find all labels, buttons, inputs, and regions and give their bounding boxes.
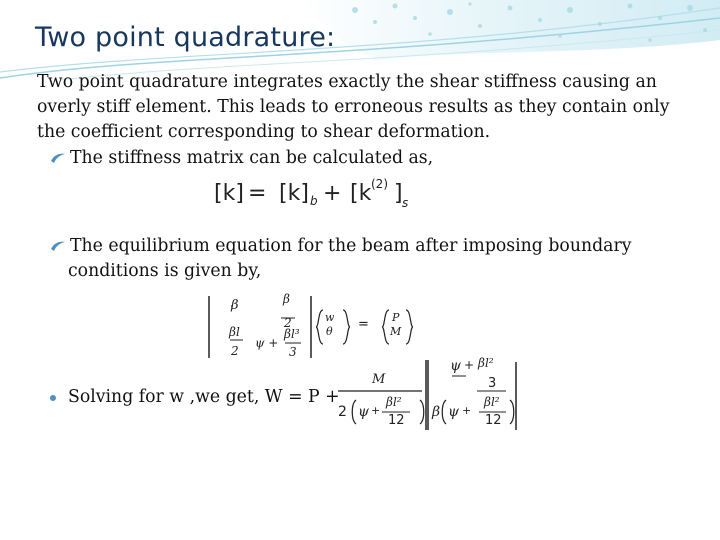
matrix-three: 3 [289,345,297,359]
eq1-subscript-b: b [310,194,318,208]
solution-plus-top: + [464,358,475,372]
matrix-beta-l: βl [229,325,240,339]
swoosh-bullet-icon [50,240,66,252]
vector-w: w [325,311,335,324]
matrix-beta-l-cubed: βl³ [284,327,300,341]
solution-plus-2: + [462,404,472,417]
bullet-text-line1: The equilibrium equation for the beam after imposing boundary [70,236,632,256]
solution-psi-top: ψ [450,358,461,374]
eq1-plus: + [323,181,342,206]
solution-psi-2: ψ [448,404,459,420]
solution-three: 3 [488,376,497,391]
solution-twelve-2: 12 [485,413,502,428]
solution-beta-l-squared: βl² [386,395,402,409]
solution-two: 2 [338,404,347,420]
bullet-text: Solving for w ,we get, W = P + [68,387,340,407]
matrix-two-denominator: 2 [284,316,292,330]
eq1-subscript-s: s [402,196,409,210]
eq1-k-shear: [k [350,181,372,206]
eq1-superscript-2: (2) [371,177,388,191]
solution-twelve: 12 [388,413,405,428]
bullet-equilibrium [50,234,670,286]
bullet-text: The stiffness matrix can be calculated as, [70,148,434,168]
bullet-text-line2: conditions is given by, [68,261,262,281]
eq1-equals: = [248,181,267,206]
solution-psi: ψ [358,404,369,420]
solution-beta-l-squared-2: βl² [484,395,500,409]
solution-beta: β [432,404,441,420]
matrix-beta: β [231,298,239,313]
intro-paragraph: Two point quadrature integrates exactly the shear stiffness causing an overly stiff element. This leads to erroneous results as they contain only the coefficient corresponding to shear deformation. [37,72,670,142]
matrix-psi-plus: ψ + [255,336,279,350]
vector-m: M [390,325,402,338]
vector-p: P [392,311,400,324]
eq1-k-lhs: [k] [214,181,244,206]
vector-theta: θ [326,325,333,338]
slide-title: Two point quadrature: [35,22,336,53]
matrix-two-denominator-2: 2 [231,344,239,358]
matrix-equals: = [358,317,369,332]
eq1-k-bending: [k] [279,181,309,206]
eq1-close-bracket: ] [394,181,403,206]
swoosh-bullet-icon [50,152,66,164]
equation-equilibrium-matrix [205,294,425,360]
solution-M: M [372,372,386,387]
solution-beta-l-squared-top: βl² [478,356,494,370]
equation-solution-w [334,358,524,432]
matrix-beta-numerator: β [283,292,290,306]
round-bullet-icon [50,395,56,401]
solution-plus: + [371,404,381,417]
